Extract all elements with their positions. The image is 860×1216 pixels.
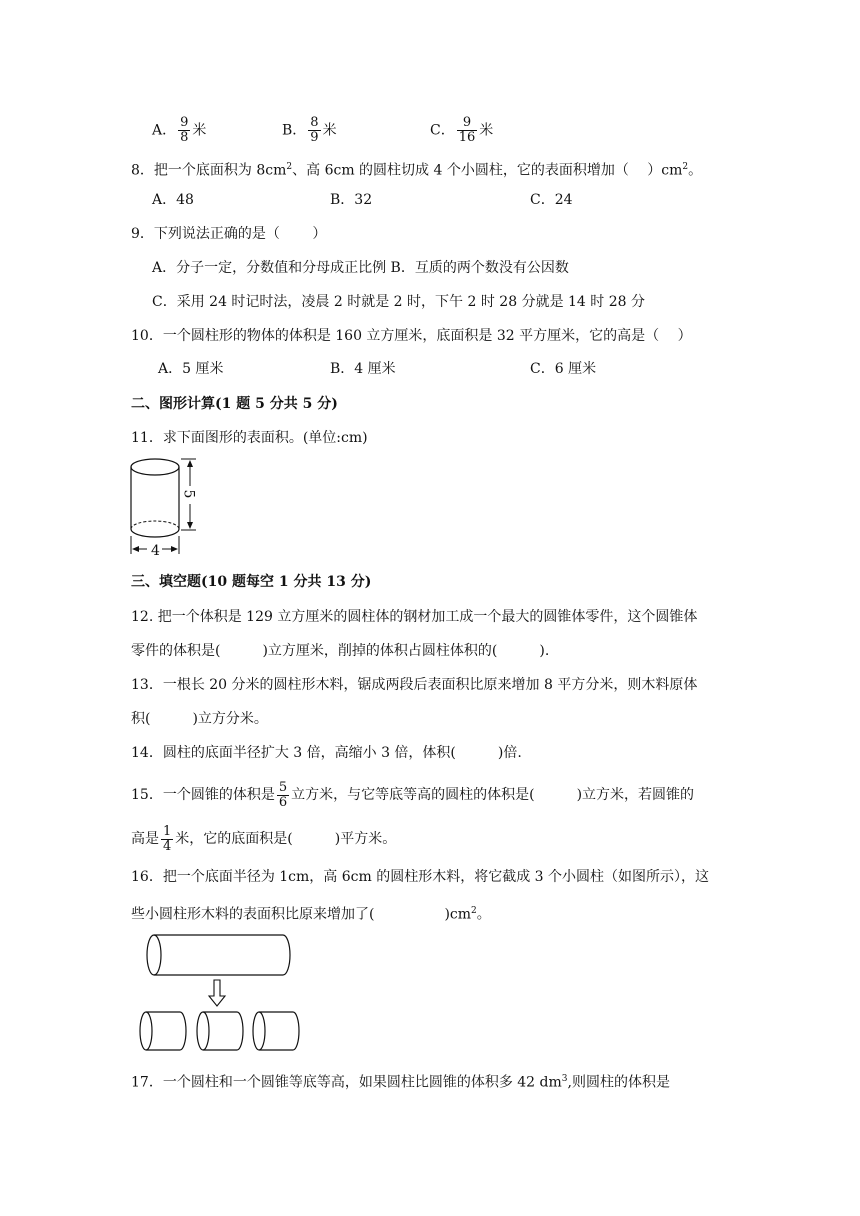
- section-3-title: 三、填空题(10 题每空 1 分共 13 分): [131, 574, 372, 590]
- q11-stem: 11．求下面图形的表面积。(单位:cm): [131, 430, 368, 446]
- q10-stem: 10．一个圆柱形的物体的体积是 160 立方厘米，底面积是 32 平方厘米，它的高是（ ）: [131, 328, 692, 344]
- fraction: $\frac{5}{6}$: [278, 779, 288, 810]
- q7-option-b: B． $\frac{8}{9}$ 米: [282, 115, 337, 145]
- q17-stem: 17．一个圆柱和一个圆锥等底等高，如果圆柱比圆锥的体积多 42 $dm^3$,则圆柱的体积是: [131, 1074, 670, 1091]
- fraction: $\frac{1}{4}$: [163, 823, 172, 854]
- q9-stem: 9．下列说法正确的是（ ）: [131, 226, 327, 242]
- q16-line-2: 些小圆柱形木料的表面积比原来增加了( )$cm^2$。: [131, 906, 491, 923]
- section-2-title: 二、图形计算(1 题 5 分共 5 分): [131, 396, 338, 412]
- diameter-label: 4: [151, 543, 160, 559]
- fraction: $\frac{9}{16}$: [458, 115, 476, 145]
- q8-stem: 8．把一个底面积为 $8cm^2$、高 6cm 的圆柱切成 4 个小圆柱，它的表面积增加（ ）$cm^2$。: [131, 162, 703, 179]
- q12-line-1: 12. 把一个体积是 129 立方厘米的圆柱体的钢材加工成一个最大的圆锥体零件，这个圆锥体: [131, 609, 698, 625]
- cut-cylinders-figure: [140, 930, 310, 1060]
- fraction: $\frac{8}{9}$: [310, 115, 319, 145]
- q8-option-b: B．32: [330, 192, 373, 208]
- q10-option-a: A．5 厘米: [158, 361, 224, 377]
- q16-line-1: 16．把一个底面半径为 1cm，高 6cm 的圆柱形木料，将它截成 3 个小圆柱（如图所示），这: [131, 869, 710, 885]
- q8-option-c: C．24: [530, 192, 573, 208]
- q7-option-c: C． $\frac{9}{16}$ 米: [430, 115, 494, 145]
- q15-line-1: 15．一个圆锥的体积是 $\frac{5}{6}$ 立方米，与它等底等高的圆柱的体积是( )立方米，若圆锥的: [131, 779, 695, 810]
- q10-option-c: C．6 厘米: [530, 361, 597, 377]
- q12-line-2: 零件的体积是( )立方厘米，削掉的体积占圆柱体积的( ).: [131, 643, 550, 659]
- q7-option-a: A． $\frac{9}{8}$ 米: [152, 115, 207, 145]
- q9-option-c: C．采用 24 时记时法，凌晨 2 时就是 2 时，下午 2 时 28 分就是 14 时 28 分: [152, 294, 645, 310]
- cylinder-figure: [124, 456, 214, 561]
- q10-option-b: B．4 厘米: [330, 361, 396, 377]
- q15-line-2: 高是 $\frac{1}{4}$ 米，它的底面积是( )平方米。: [131, 823, 397, 854]
- q13-line-2: 积( )立方分米。: [131, 711, 268, 727]
- height-label: 5: [180, 489, 197, 499]
- fraction: $\frac{9}{8}$: [180, 115, 189, 145]
- q8-option-a: A．48: [152, 192, 194, 208]
- q14-stem: 14．圆柱的底面半径扩大 3 倍，高缩小 3 倍，体积( )倍.: [131, 745, 522, 761]
- q9-options-ab: A．分子一定，分数值和分母成正比例 B．互质的两个数没有公因数: [152, 260, 569, 276]
- q13-line-1: 13．一根长 20 分米的圆柱形木料，锯成两段后表面积比原来增加 8 平方分米，则木料原体: [131, 677, 698, 693]
